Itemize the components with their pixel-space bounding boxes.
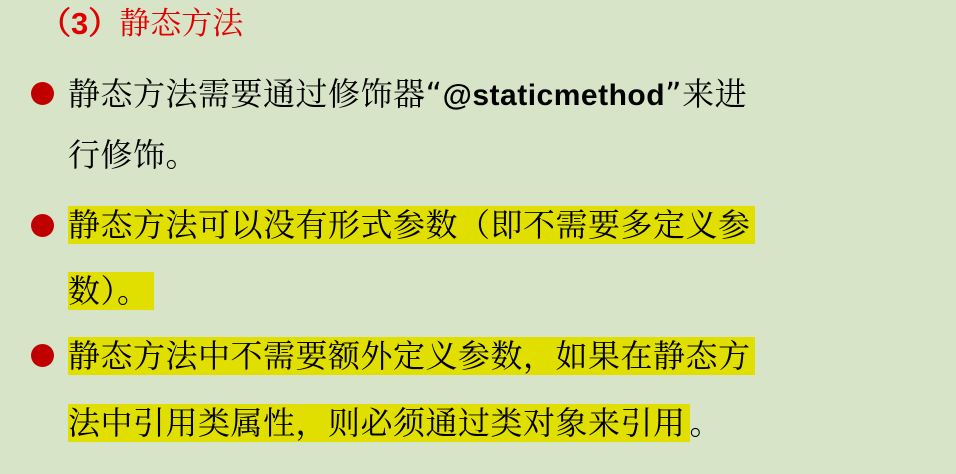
bullet-1-text-cont: 行修饰。 xyxy=(68,136,199,174)
bullet-2-line-2 xyxy=(68,266,154,316)
bullet-3-text-end: 。 xyxy=(689,404,723,442)
bullet-dot-2 xyxy=(31,214,54,237)
bullet-dot-3 xyxy=(31,344,54,367)
bullet-1-line-1 xyxy=(68,69,747,119)
decorator-code: @staticmethod xyxy=(442,79,666,112)
bullet-3-line-2 xyxy=(68,398,722,448)
bullet-1-line-2 xyxy=(68,130,198,180)
section-number: （3） xyxy=(40,6,120,41)
bullet-3-text-cont: 法中引用类属性，则必须通过类对象来引用 xyxy=(68,404,690,442)
section-heading xyxy=(40,2,243,46)
bullet-2-text-cont: 数）。 xyxy=(68,272,154,310)
bullet-3-line-1 xyxy=(68,331,755,381)
bullet-2-line-1 xyxy=(68,200,755,250)
bullet-1-text-pre: 静态方法需要通过修饰器“ xyxy=(68,75,443,113)
bullet-3-text: 静态方法中不需要额外定义参数，如果在静态方 xyxy=(68,337,755,375)
bullet-1-text-post: ”来进 xyxy=(665,75,748,113)
section-title: 静态方法 xyxy=(119,6,244,42)
bullet-dot-1 xyxy=(31,82,54,105)
bullet-2-text: 静态方法可以没有形式参数（即不需要多定义参 xyxy=(68,206,755,244)
